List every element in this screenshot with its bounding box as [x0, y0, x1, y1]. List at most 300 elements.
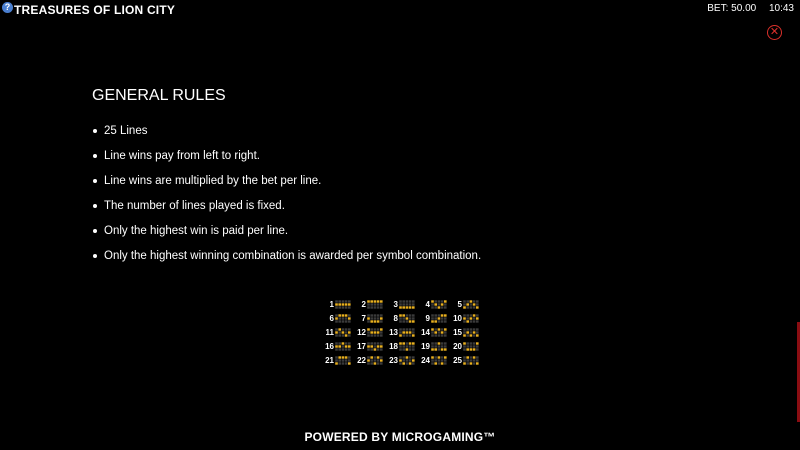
- payline-cell: [370, 306, 373, 308]
- payline-cell: [335, 359, 338, 361]
- payline-number: 12: [357, 327, 366, 337]
- payline-cell: [399, 345, 402, 347]
- payline-cell: [377, 359, 380, 361]
- payline-cell: [441, 334, 444, 336]
- payline-cell: [406, 342, 409, 344]
- payline-cell: [441, 317, 444, 319]
- payline-cell: [342, 345, 345, 347]
- payline-cell: [463, 300, 466, 302]
- payline-cell-active: [402, 342, 405, 344]
- payline-pattern: [367, 314, 383, 323]
- payline-cell-active: [463, 317, 466, 319]
- payline-4: [418, 297, 449, 311]
- payline-cell: [431, 342, 434, 344]
- payline-pattern: [431, 314, 447, 323]
- payline-number: 15: [453, 327, 462, 337]
- payline-cell-active: [431, 300, 434, 302]
- payline-cell: [431, 362, 434, 364]
- payline-cell-active: [399, 314, 402, 316]
- payline-cell-active: [338, 328, 341, 330]
- payline-cell-active: [399, 342, 402, 344]
- payline-cell: [409, 348, 412, 350]
- payline-cell: [434, 334, 437, 336]
- rule-item: Only the highest win is paid per line.: [92, 220, 481, 245]
- payline-cell: [345, 348, 348, 350]
- payline-cell-active: [367, 359, 370, 361]
- payline-cell: [380, 306, 383, 308]
- payline-cell-active: [367, 300, 370, 302]
- payline-cell: [466, 334, 469, 336]
- payline-cell: [438, 303, 441, 305]
- rule-item: Only the highest winning combination is awarded per symbol combination.: [92, 245, 481, 270]
- payline-cell: [434, 342, 437, 344]
- payline-cell: [399, 348, 402, 350]
- payline-cell-active: [335, 345, 338, 347]
- payline-cell-active: [377, 320, 380, 322]
- payline-19: [418, 339, 449, 353]
- payline-cell: [441, 359, 444, 361]
- payline-cell: [438, 348, 441, 350]
- payline-cell: [412, 314, 415, 316]
- payline-cell: [374, 345, 377, 347]
- payline-cell: [370, 348, 373, 350]
- payline-cell: [374, 334, 377, 336]
- payline-cell-active: [444, 314, 447, 316]
- payline-cell-active: [380, 328, 383, 330]
- payline-cell: [380, 314, 383, 316]
- payline-cell-active: [409, 342, 412, 344]
- payline-cell: [380, 348, 383, 350]
- payline-cell-active: [438, 306, 441, 308]
- payline-14: [418, 325, 449, 339]
- payline-cell: [338, 342, 341, 344]
- payline-cell-active: [402, 362, 405, 364]
- payline-cell: [438, 300, 441, 302]
- help-icon[interactable]: ?: [2, 2, 13, 13]
- payline-cell: [342, 328, 345, 330]
- payline-cell: [380, 334, 383, 336]
- payline-cell: [476, 359, 479, 361]
- payline-cell: [406, 320, 409, 322]
- payline-cell: [367, 362, 370, 364]
- payline-cell-active: [434, 331, 437, 333]
- payline-cell-active: [370, 331, 373, 333]
- payline-cell: [402, 359, 405, 361]
- payline-cell-active: [374, 320, 377, 322]
- payline-cell: [441, 328, 444, 330]
- payline-pattern: [463, 356, 479, 365]
- payline-cell-active: [409, 320, 412, 322]
- payline-5: [450, 297, 481, 311]
- payline-cell: [431, 334, 434, 336]
- payline-cell: [444, 320, 447, 322]
- payline-cell: [335, 306, 338, 308]
- payline-cell: [380, 331, 383, 333]
- payline-cell: [476, 328, 479, 330]
- payline-cell: [367, 306, 370, 308]
- payline-cell: [370, 317, 373, 319]
- payline-cell: [470, 314, 473, 316]
- payline-pattern: [463, 342, 479, 351]
- payline-number: 17: [357, 341, 366, 351]
- payline-cell: [412, 331, 415, 333]
- payline-cell: [476, 331, 479, 333]
- payline-cell-active: [444, 348, 447, 350]
- payline-cell-active: [345, 356, 348, 358]
- payline-cell: [470, 345, 473, 347]
- payline-cell: [399, 328, 402, 330]
- payline-pattern: [399, 356, 415, 365]
- payline-cell: [338, 317, 341, 319]
- rule-item: 25 Lines: [92, 120, 481, 145]
- payline-cell: [342, 300, 345, 302]
- payline-cell: [434, 317, 437, 319]
- payline-cell: [473, 342, 476, 344]
- payline-cell: [374, 342, 377, 344]
- payline-cell: [367, 314, 370, 316]
- payline-cell-active: [412, 334, 415, 336]
- payline-cell: [409, 334, 412, 336]
- payline-cell: [444, 303, 447, 305]
- payline-cell: [370, 303, 373, 305]
- payline-cell: [434, 356, 437, 358]
- payline-cell: [377, 348, 380, 350]
- payline-cell-active: [345, 334, 348, 336]
- payline-cell: [441, 300, 444, 302]
- payline-cell: [399, 320, 402, 322]
- payline-cell-active: [345, 345, 348, 347]
- payline-pattern: [399, 342, 415, 351]
- payline-cell: [342, 348, 345, 350]
- payline-cell: [406, 345, 409, 347]
- payline-cell: [473, 362, 476, 364]
- payline-cell: [412, 303, 415, 305]
- payline-cell: [463, 345, 466, 347]
- payline-cell: [345, 300, 348, 302]
- payline-cell: [463, 328, 466, 330]
- payline-13: [386, 325, 417, 339]
- payline-cell: [338, 331, 341, 333]
- payline-cell-active: [431, 328, 434, 330]
- payline-cell: [345, 306, 348, 308]
- payline-cell: [406, 314, 409, 316]
- payline-cell-active: [367, 345, 370, 347]
- payline-cell-active: [412, 359, 415, 361]
- payline-cell: [412, 362, 415, 364]
- payline-cell: [463, 359, 466, 361]
- payline-cell-active: [473, 348, 476, 350]
- payline-cell: [438, 345, 441, 347]
- payline-cell-active: [402, 331, 405, 333]
- payline-cell: [444, 359, 447, 361]
- payline-cell-active: [470, 317, 473, 319]
- payline-cell: [380, 303, 383, 305]
- payline-cell: [466, 300, 469, 302]
- payline-cell: [412, 345, 415, 347]
- payline-cell: [338, 320, 341, 322]
- payline-cell: [402, 356, 405, 358]
- payline-pattern: [463, 328, 479, 337]
- payline-cell: [409, 300, 412, 302]
- payline-cell-active: [348, 345, 351, 347]
- payline-cell: [377, 342, 380, 344]
- payline-pattern: [335, 356, 351, 365]
- payline-cell: [434, 359, 437, 361]
- payline-cell: [470, 331, 473, 333]
- payline-cell: [374, 359, 377, 361]
- payline-cell: [470, 328, 473, 330]
- payline-cell: [463, 331, 466, 333]
- payline-cell-active: [409, 362, 412, 364]
- payline-cell: [438, 362, 441, 364]
- payline-cell: [348, 334, 351, 336]
- payline-cell: [463, 356, 466, 358]
- payline-cell: [348, 300, 351, 302]
- payline-cell: [444, 342, 447, 344]
- payline-2: [354, 297, 385, 311]
- payline-cell-active: [434, 320, 437, 322]
- payline-cell: [338, 362, 341, 364]
- payline-cell-active: [377, 300, 380, 302]
- payline-cell-active: [406, 331, 409, 333]
- payline-cell: [345, 320, 348, 322]
- payline-cell: [377, 306, 380, 308]
- payline-cell-active: [470, 348, 473, 350]
- payline-cell-active: [470, 300, 473, 302]
- payline-cell: [434, 314, 437, 316]
- payline-cell: [342, 334, 345, 336]
- payline-cell-active: [345, 303, 348, 305]
- payline-cell-active: [402, 306, 405, 308]
- payline-cell: [377, 328, 380, 330]
- payline-cell-active: [367, 328, 370, 330]
- payline-number: 9: [425, 313, 430, 323]
- payline-cell-active: [431, 348, 434, 350]
- payline-cell-active: [412, 306, 415, 308]
- payline-cell-active: [380, 359, 383, 361]
- payline-pattern: [399, 314, 415, 323]
- payline-cell: [402, 345, 405, 347]
- payline-cell: [348, 320, 351, 322]
- payline-pattern: [367, 356, 383, 365]
- payline-number: 21: [325, 355, 334, 365]
- payline-number: 24: [421, 355, 430, 365]
- payline-cell: [348, 348, 351, 350]
- payline-cell-active: [444, 356, 447, 358]
- close-button[interactable]: ✕: [767, 25, 782, 40]
- payline-cell-active: [441, 303, 444, 305]
- payline-cell: [377, 317, 380, 319]
- payline-24: [418, 353, 449, 367]
- payline-cell-active: [342, 314, 345, 316]
- payline-cell: [473, 328, 476, 330]
- payline-cell: [441, 306, 444, 308]
- payline-cell-active: [374, 331, 377, 333]
- payline-pattern: [463, 300, 479, 309]
- payline-cell: [473, 334, 476, 336]
- payline-cell-active: [441, 331, 444, 333]
- payline-cell: [441, 345, 444, 347]
- payline-cell: [377, 303, 380, 305]
- payline-cell-active: [476, 306, 479, 308]
- payline-cell-active: [476, 317, 479, 319]
- payline-cell: [444, 331, 447, 333]
- payline-pattern: [367, 342, 383, 351]
- payline-cell-active: [406, 306, 409, 308]
- payline-cell: [441, 320, 444, 322]
- payline-number: 6: [329, 313, 334, 323]
- payline-cell-active: [348, 317, 351, 319]
- payline-pattern: [431, 328, 447, 337]
- payline-cell: [476, 320, 479, 322]
- rules-heading: GENERAL RULES: [92, 87, 226, 104]
- payline-pattern: [431, 342, 447, 351]
- payline-cell-active: [438, 317, 441, 319]
- payline-cell: [338, 359, 341, 361]
- payline-pattern: [431, 356, 447, 365]
- payline-cell: [409, 328, 412, 330]
- payline-cell-active: [473, 303, 476, 305]
- payline-cell: [345, 362, 348, 364]
- payline-cell: [399, 317, 402, 319]
- bet-label: BET: 50.00: [707, 3, 757, 14]
- rules-list: [92, 120, 481, 270]
- payline-cell: [463, 348, 466, 350]
- payline-number: 2: [361, 299, 366, 309]
- payline-cell: [367, 303, 370, 305]
- payline-cell: [345, 317, 348, 319]
- payline-cell-active: [476, 362, 479, 364]
- payline-number: 14: [421, 327, 430, 337]
- payline-number: 8: [393, 313, 398, 323]
- payline-cell: [374, 303, 377, 305]
- payline-cell: [399, 331, 402, 333]
- payline-cell: [466, 306, 469, 308]
- payline-cell-active: [338, 345, 341, 347]
- payline-cell: [367, 342, 370, 344]
- payline-cell: [338, 306, 341, 308]
- payline-cell: [338, 348, 341, 350]
- payline-cell-active: [342, 331, 345, 333]
- payline-cell-active: [348, 331, 351, 333]
- payline-cell: [470, 356, 473, 358]
- payline-cell-active: [473, 331, 476, 333]
- payline-cell: [476, 356, 479, 358]
- payline-cell: [476, 348, 479, 350]
- payline-15: [450, 325, 481, 339]
- payline-cell-active: [342, 356, 345, 358]
- payline-cell-active: [335, 331, 338, 333]
- payline-cell: [367, 320, 370, 322]
- payline-cell-active: [335, 303, 338, 305]
- payline-cell: [412, 328, 415, 330]
- payline-cell-active: [370, 345, 373, 347]
- payline-pattern: [399, 328, 415, 337]
- payline-cell: [463, 320, 466, 322]
- payline-number: 19: [421, 341, 430, 351]
- payline-pattern: [367, 328, 383, 337]
- payline-cell-active: [466, 348, 469, 350]
- payline-cell-active: [434, 303, 437, 305]
- payline-cell: [473, 320, 476, 322]
- payline-cell-active: [444, 328, 447, 330]
- payline-cell-active: [466, 320, 469, 322]
- payline-cell: [399, 300, 402, 302]
- payline-cell-active: [470, 362, 473, 364]
- payline-number: 22: [357, 355, 366, 365]
- payline-cell-active: [335, 317, 338, 319]
- payline-cell-active: [342, 303, 345, 305]
- payline-cell: [402, 334, 405, 336]
- payline-pattern: [335, 314, 351, 323]
- payline-11: [322, 325, 353, 339]
- payline-number: 25: [453, 355, 462, 365]
- payline-cell: [342, 362, 345, 364]
- payline-cell-active: [476, 342, 479, 344]
- payline-cell-active: [409, 331, 412, 333]
- payline-cell-active: [434, 348, 437, 350]
- payline-cell: [473, 300, 476, 302]
- payline-cell-active: [377, 356, 380, 358]
- payline-cell: [431, 314, 434, 316]
- payline-cell-active: [438, 328, 441, 330]
- payline-number: 1: [329, 299, 334, 309]
- payline-cell: [335, 300, 338, 302]
- payline-cell: [434, 328, 437, 330]
- payline-cell-active: [399, 359, 402, 361]
- payline-cell-active: [380, 345, 383, 347]
- payline-cell-active: [374, 300, 377, 302]
- payline-cell: [466, 317, 469, 319]
- payline-1: [322, 297, 353, 311]
- powered-by: POWERED BY MICROGAMING™: [304, 430, 496, 444]
- payline-number: 10: [453, 313, 462, 323]
- payline-cell: [434, 306, 437, 308]
- payline-cell: [466, 342, 469, 344]
- payline-cell-active: [466, 331, 469, 333]
- payline-cell: [338, 334, 341, 336]
- payline-cell: [377, 314, 380, 316]
- payline-cell: [348, 359, 351, 361]
- payline-cell: [444, 345, 447, 347]
- payline-cell-active: [348, 362, 351, 364]
- payline-cell: [335, 342, 338, 344]
- payline-cell-active: [399, 334, 402, 336]
- payline-cell: [342, 320, 345, 322]
- payline-17: [354, 339, 385, 353]
- paylines-grid: [322, 297, 482, 369]
- payline-cell-active: [409, 306, 412, 308]
- payline-cell: [380, 342, 383, 344]
- payline-cell: [431, 331, 434, 333]
- payline-cell: [374, 306, 377, 308]
- payline-cell: [402, 317, 405, 319]
- payline-cell: [476, 300, 479, 302]
- payline-cell: [470, 320, 473, 322]
- payline-number: 7: [361, 313, 366, 323]
- payline-cell-active: [406, 348, 409, 350]
- payline-cell: [348, 328, 351, 330]
- payline-cell-active: [438, 342, 441, 344]
- payline-cell: [463, 314, 466, 316]
- payline-cell: [412, 300, 415, 302]
- rule-item: The number of lines played is fixed.: [92, 195, 481, 220]
- payline-cell: [348, 314, 351, 316]
- game-title: TREASURES OF LION CITY: [14, 3, 176, 17]
- payline-cell-active: [431, 356, 434, 358]
- payline-cell-active: [348, 303, 351, 305]
- payline-cell: [345, 359, 348, 361]
